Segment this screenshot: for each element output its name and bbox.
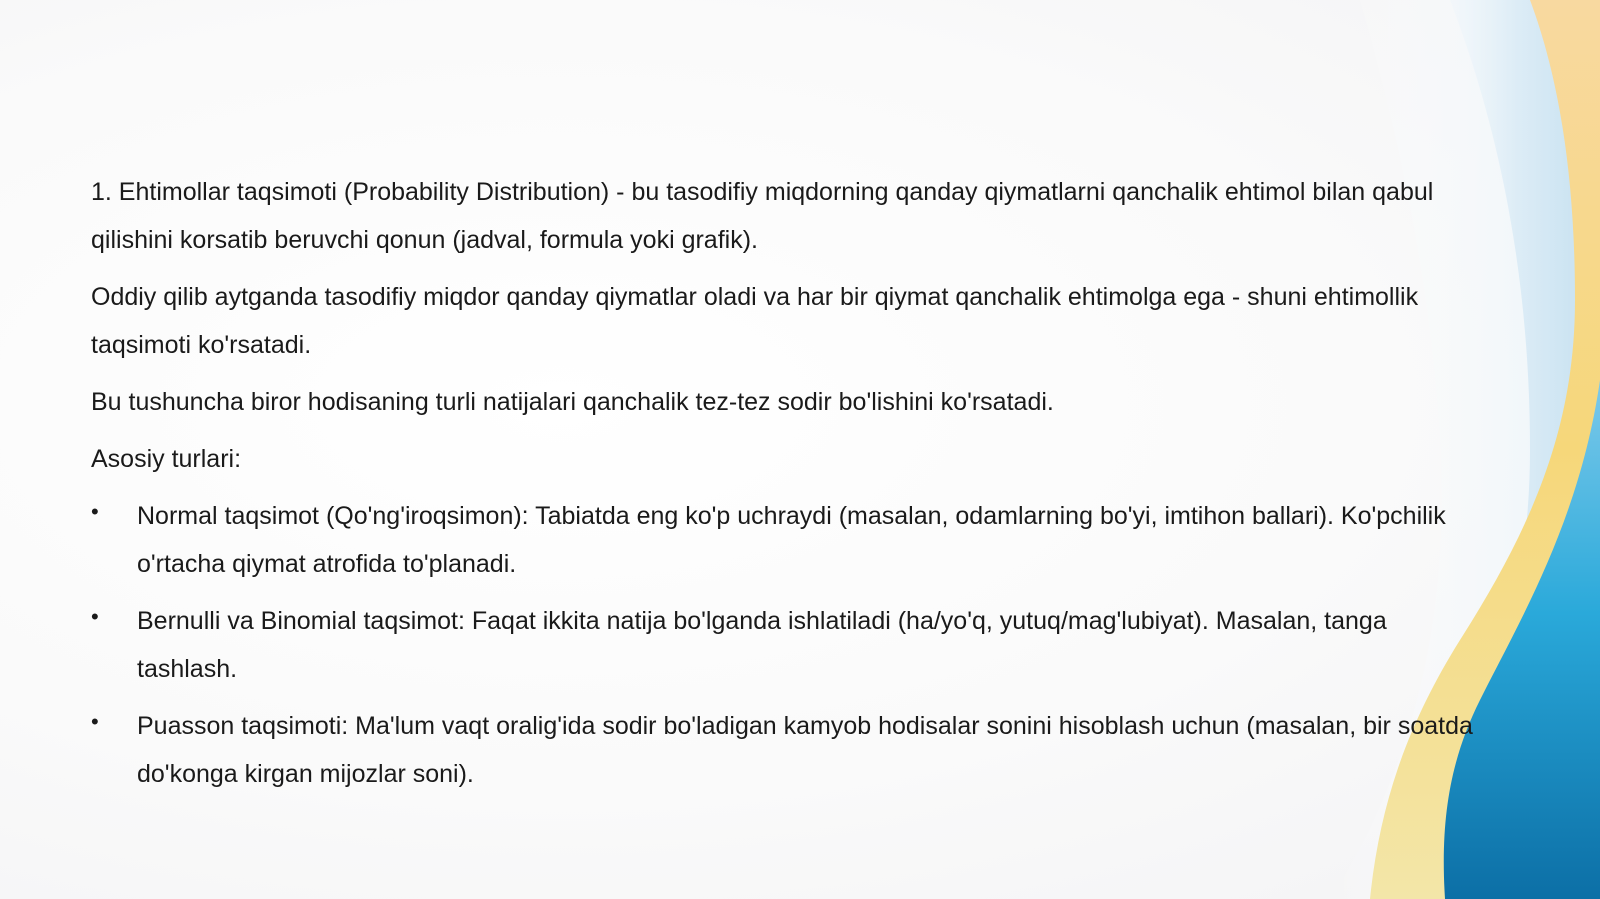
bullet-icon: • — [91, 604, 99, 629]
list-item-poisson — [91, 702, 1491, 798]
list-item-text: Bernulli va Binomial taqsimot: Faqat ikkita natija bo'lganda ishlatiladi (ha/yo'q, yutuq/mag'lubiyat). Masalan, tanga tashlash. — [137, 607, 1387, 683]
simple-explanation-paragraph: Oddiy qilib aytganda tasodifiy miqdor qanday qiymatlar oladi va har bir qiymat qanchalik ehtimolga ega - shuni ehtimollik taqsimoti ko'rsatadi. — [91, 283, 1419, 359]
list-item-bernoulli-binomial — [91, 597, 1491, 693]
list-item-text: Puasson taqsimoti: Ma'lum vaqt oralig'ida sodir bo'ladigan kamyob hodisalar sonini hisoblash uchun (masalan, bir soatda do'konga kirgan mijozlar soni). — [137, 712, 1473, 788]
bullet-icon: • — [91, 499, 99, 524]
list-item-text: Normal taqsimot (Qo'ng'iroqsimon): Tabiatda eng ko'p uchraydi (masalan, odamlarning bo'yi, imtihon ballari). Ko'pchilik o'rtacha qiymat atrofida to'planadi. — [137, 502, 1446, 578]
concept-paragraph: Bu tushuncha biror hodisaning turli natijalari qanchalik tez-tez sodir bo'lishini ko'rsatadi. — [91, 388, 1054, 416]
list-item-normal — [91, 492, 1491, 588]
slide-content — [91, 168, 1491, 807]
definition-paragraph: 1. Ehtimollar taqsimoti (Probability Distribution) - bu tasodifiy miqdorning qanday qiymatlarni qanchalik ehtimol bilan qabul qilishini korsatib beruvchi qonun (jadval, formula yoki grafik). — [91, 178, 1434, 254]
types-heading: Asosiy turlari: — [91, 445, 242, 473]
distribution-types-list — [91, 492, 1491, 798]
bullet-icon: • — [91, 709, 99, 734]
